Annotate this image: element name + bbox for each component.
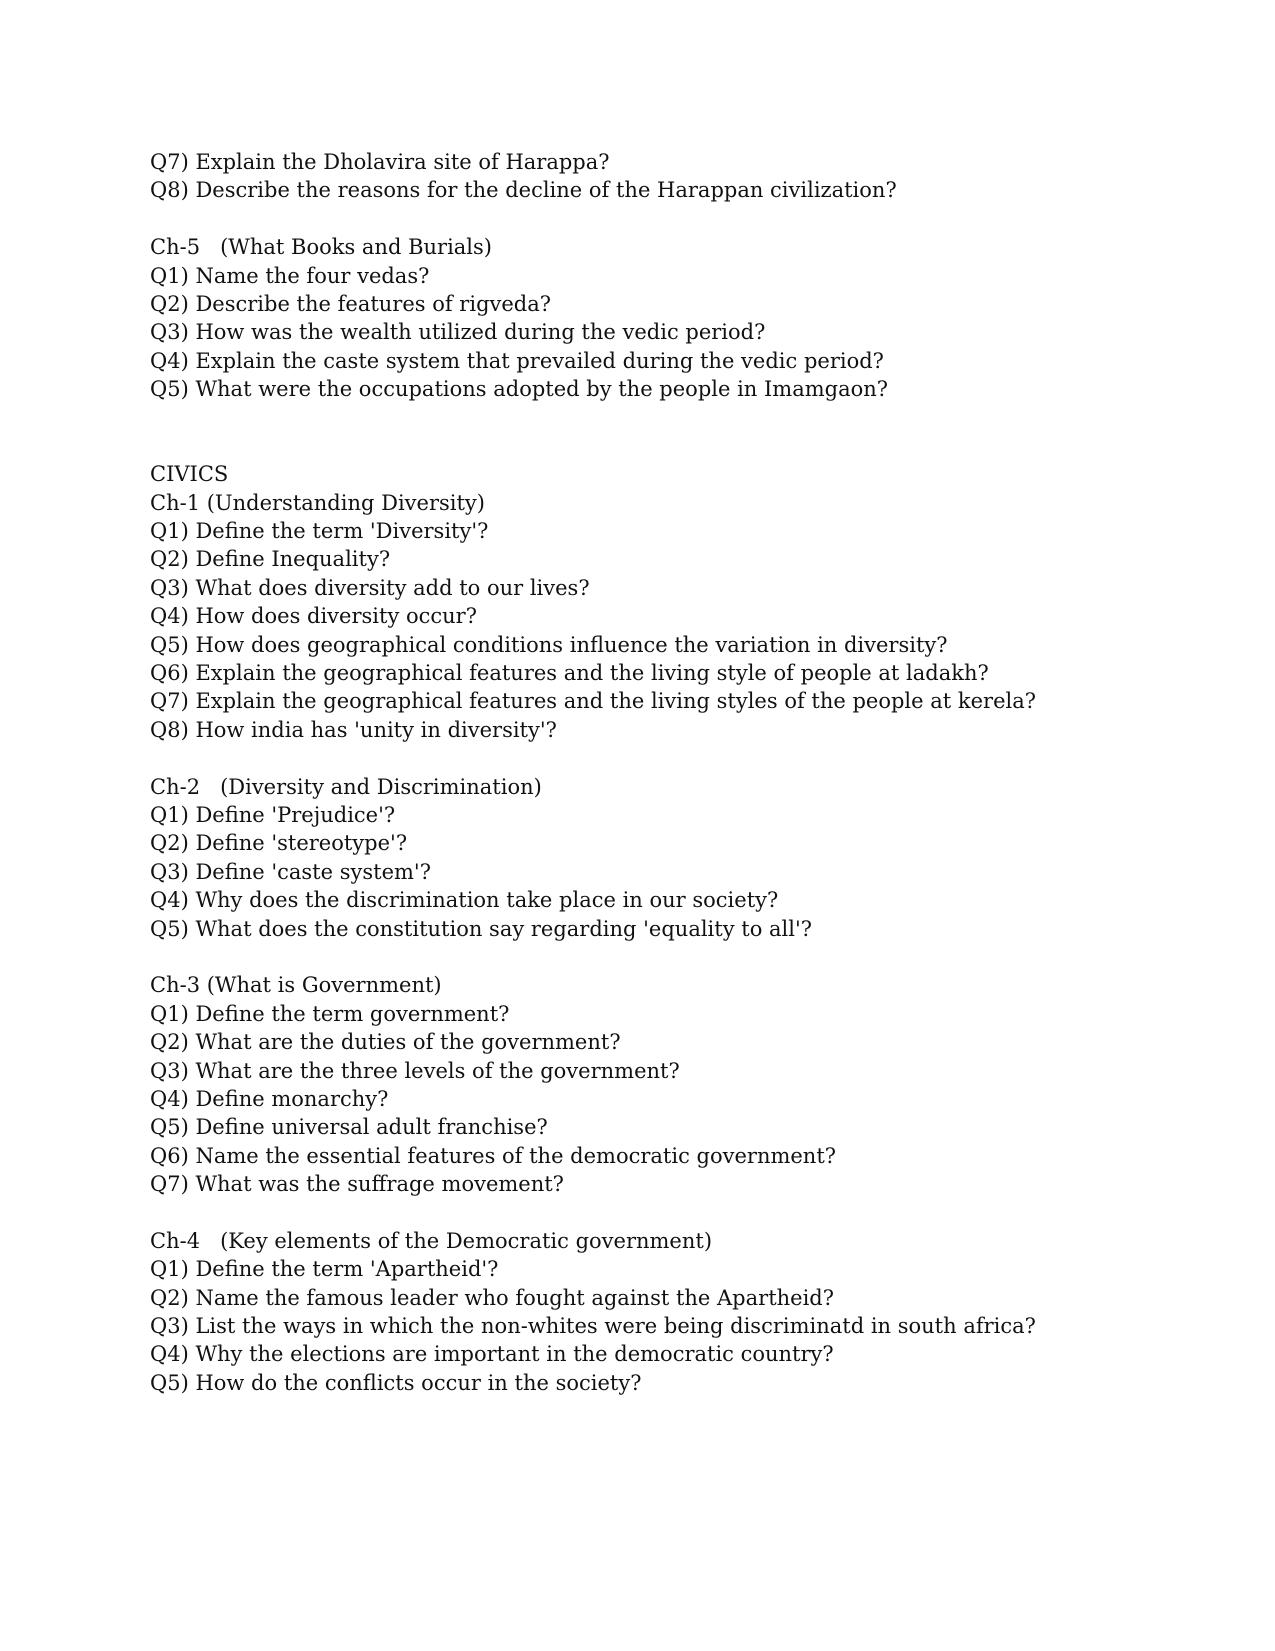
question-line: Q5) What does the constitution say regarding 'equality to all'? (150, 916, 812, 941)
question-line: Q3) What does diversity add to our lives? (150, 575, 590, 600)
spacer (150, 1198, 1200, 1226)
question-line: Q1) Define the term 'Diversity'? (150, 519, 489, 544)
question-line: Q2) Define Inequality? (150, 547, 391, 572)
question-line: Q2) What are the duties of the government? (150, 1030, 621, 1055)
question-line: Q8) How india has 'unity in diversity'? (150, 717, 557, 742)
question-line: Q4) Define monarchy? (150, 1086, 389, 1111)
question-line: Q3) How was the wealth utilized during the vedic period? (150, 320, 766, 345)
question-line: Q4) Why the elections are important in the democratic country? (150, 1342, 834, 1367)
question-line: Q2) Define 'stereotype'? (150, 831, 408, 856)
question-line: Q4) Why does the discrimination take place in our society? (150, 888, 779, 913)
chapter-heading: Ch-3 (What is Government) (150, 973, 442, 998)
question-line: Q3) List the ways in which the non-whites were being discriminatd in south africa? (150, 1314, 1036, 1339)
question-line: Q6) Explain the geographical features and the living style of people at ladakh? (150, 661, 989, 686)
question-line: Q7) Explain the geographical features and the living styles of the people at kerela? (150, 689, 1036, 714)
section-title: CIVICS (150, 462, 229, 487)
question-line: Q5) What were the occupations adopted by the people in Imamgaon? (150, 377, 889, 402)
question-line: Q5) How do the conflicts occur in the society? (150, 1370, 642, 1395)
spacer (150, 744, 1200, 772)
chapter-heading: Ch-4 (Key elements of the Democratic government) (150, 1228, 713, 1253)
question-line: Q1) Define 'Prejudice'? (150, 803, 396, 827)
question-line: Q3) What are the three levels of the government? (150, 1058, 680, 1083)
question-line: Q1) Define the term government? (150, 1001, 510, 1026)
question-line: Q5) Define universal adult franchise? (150, 1115, 548, 1140)
question-line: Q8) Describe the reasons for the decline of the Harappan civilization? (150, 178, 897, 203)
spacer (150, 404, 1200, 461)
chapter-heading: Ch-1 (Understanding Diversity) (150, 490, 485, 515)
question-line: Q1) Define the term 'Apartheid'? (150, 1257, 499, 1282)
chapter-heading: Ch-5 (What Books and Burials) (150, 235, 492, 260)
spacer (150, 943, 1200, 971)
question-line: Q2) Name the famous leader who fought against the Apartheid? (150, 1285, 834, 1310)
question-line: Q7) What was the suffrage movement? (150, 1172, 564, 1197)
question-line: Q4) Explain the caste system that prevailed during the vedic period? (150, 348, 884, 373)
document-page (150, 148, 1200, 1397)
question-line: Q7) Explain the Dholavira site of Harappa? (150, 150, 610, 174)
question-line: Q3) Define 'caste system'? (150, 859, 431, 884)
question-line: Q1) Name the four vedas? (150, 263, 430, 288)
question-line: Q5) How does geographical conditions influence the variation in diversity? (150, 632, 948, 657)
question-line: Q2) Describe the features of rigveda? (150, 291, 552, 316)
question-line: Q6) Name the essential features of the democratic government? (150, 1143, 837, 1168)
spacer (150, 205, 1200, 233)
question-line: Q4) How does diversity occur? (150, 604, 477, 629)
chapter-heading: Ch-2 (Diversity and Discrimination) (150, 774, 542, 799)
